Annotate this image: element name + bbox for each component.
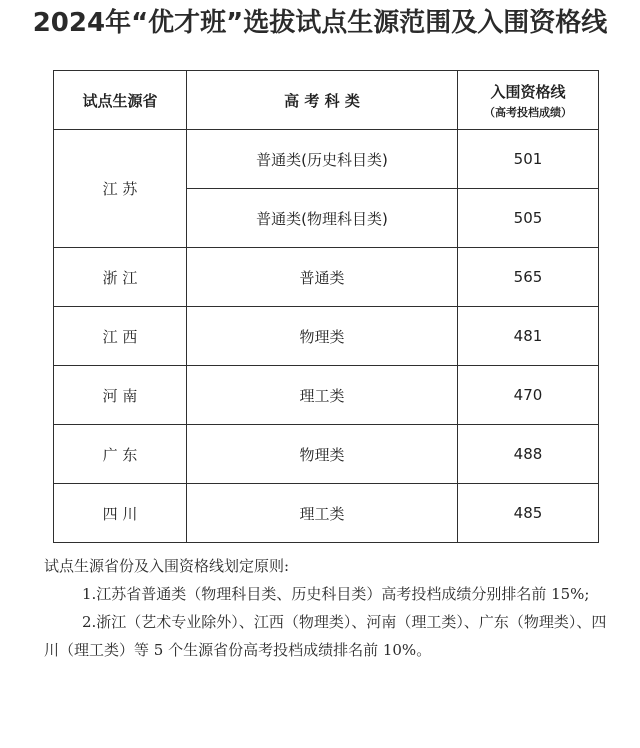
category-cell: 普通类 bbox=[187, 248, 458, 307]
table-header-row bbox=[54, 71, 599, 130]
score-cell: 485 bbox=[458, 484, 599, 543]
province-cell: 江 西 bbox=[54, 307, 187, 366]
score-cell: 505 bbox=[458, 189, 599, 248]
notes-item-2: 2.浙江（艺术专业除外）、江西（物理类）、河南（理工类）、广东（物理类）、四川（理工类）等 5 个生源省份高考投档成绩排名前 10%。 bbox=[44, 613, 607, 659]
province-cell-jiangsu: 江 苏 bbox=[54, 130, 187, 248]
header-score bbox=[458, 71, 599, 130]
header-province: 试点生源省 bbox=[54, 71, 187, 130]
notes-section bbox=[44, 552, 614, 664]
province-cell: 浙 江 bbox=[54, 248, 187, 307]
score-cell: 488 bbox=[458, 425, 599, 484]
table-row bbox=[54, 425, 599, 484]
province-cell: 河 南 bbox=[54, 366, 187, 425]
category-cell: 普通类(物理科目类) bbox=[187, 189, 458, 248]
table-row bbox=[54, 484, 599, 543]
notes-heading: 试点生源省份及入围资格线划定原则: bbox=[44, 557, 290, 575]
category-cell: 理工类 bbox=[187, 366, 458, 425]
table-row bbox=[54, 248, 599, 307]
table-row bbox=[54, 366, 599, 425]
category-cell: 物理类 bbox=[187, 425, 458, 484]
category-cell: 理工类 bbox=[187, 484, 458, 543]
score-cell: 565 bbox=[458, 248, 599, 307]
table-row bbox=[54, 307, 599, 366]
score-cell: 481 bbox=[458, 307, 599, 366]
province-cell: 广 东 bbox=[54, 425, 187, 484]
header-score-sub: （高考投档成绩） bbox=[484, 105, 572, 119]
admission-table bbox=[53, 70, 599, 543]
notes-item-1: 1.江苏省普通类（物理科目类、历史科目类）高考投档成绩分别排名前 15%; bbox=[82, 585, 590, 603]
page-title: 2024年“优才班”选拔试点生源范围及入围资格线 bbox=[32, 8, 608, 38]
header-category: 高 考 科 类 bbox=[187, 71, 458, 130]
table-row bbox=[54, 130, 599, 189]
province-cell: 四 川 bbox=[54, 484, 187, 543]
category-cell: 普通类(历史科目类) bbox=[187, 130, 458, 189]
score-cell: 501 bbox=[458, 130, 599, 189]
category-cell: 物理类 bbox=[187, 307, 458, 366]
score-cell: 470 bbox=[458, 366, 599, 425]
header-score-main: 入围资格线 bbox=[490, 82, 566, 101]
